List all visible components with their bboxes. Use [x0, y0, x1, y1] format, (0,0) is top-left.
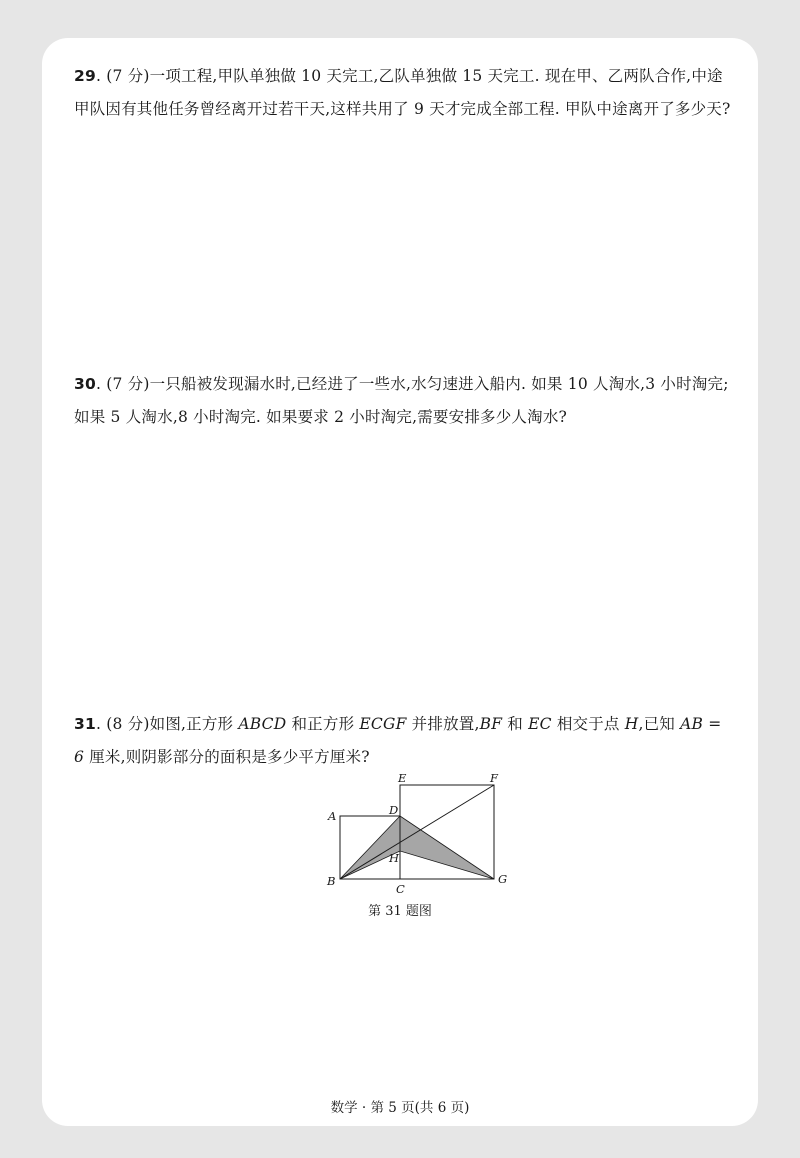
label-h: H [389, 851, 400, 865]
question-31 [74, 708, 734, 774]
figure-caption: 第 31 题图 [368, 904, 432, 919]
question-text: . (8 分)如图,正方形 [95, 715, 239, 733]
exam-page [42, 38, 758, 1126]
label-a: A [328, 809, 337, 823]
question-text: 和正方形 [286, 715, 360, 733]
segment-bf-label: BF [479, 715, 503, 733]
question-number: 30 [74, 375, 96, 393]
label-b: B [327, 874, 336, 888]
question-text: 并排放置, [406, 715, 480, 733]
question-text: 和 [502, 715, 529, 733]
question-30 [74, 368, 734, 434]
question-text: ,已知 [638, 715, 681, 733]
question-text: 厘米,则阴影部分的面积是多少平方厘米? [84, 748, 370, 766]
segment-ec-label: EC [528, 715, 552, 733]
question-text: 相交于点 [551, 715, 625, 733]
label-g: G [498, 872, 508, 886]
question-number: 29 [74, 67, 96, 85]
page-footer: 数学 · 第 5 页(共 6 页) [330, 1100, 470, 1116]
question-text: . (7 分)一项工程,甲队单独做 10 天完工,乙队单独做 15 天完工. 现在甲、乙两队合作,中途甲队因有其他任务曾经离开过若干天,这样共用了 9 天才完成全部工程. 甲队中途离开了多少天? [74, 67, 731, 118]
square-ecgf-label: ECGF [359, 715, 407, 733]
square-abcd-label: ABCD [238, 715, 287, 733]
shaded-triangle-right [400, 816, 494, 879]
label-c: C [396, 882, 405, 896]
label-f: F [490, 771, 498, 785]
geometry-figure [322, 770, 522, 920]
label-e: E [398, 771, 407, 785]
point-h-label: H [624, 715, 639, 733]
question-29 [74, 60, 734, 126]
label-d: D [389, 803, 399, 817]
question-text: . (7 分)一只船被发现漏水时,已经进了一些水,水匀速进入船内. 如果 10 人淘水,3 小时淘完;如果 5 人淘水,8 小时淘完. 如果要求 2 小时淘完,需要安排多少人淘水? [74, 375, 729, 426]
question-number: 31 [74, 715, 96, 733]
given-ab-length: AB = 6 [74, 715, 722, 766]
